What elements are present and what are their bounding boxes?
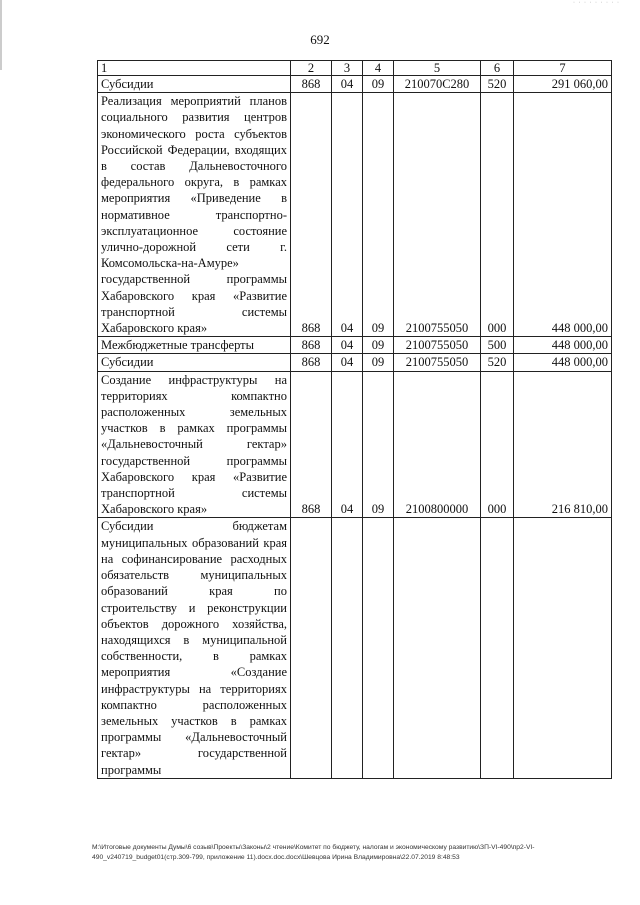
row-target-article: 2100755050 <box>394 354 481 371</box>
row-section: 04 <box>332 93 363 337</box>
page-number: 692 <box>310 32 330 47</box>
row-amount: 448 000,00 <box>514 93 612 337</box>
row-subsection <box>363 518 394 778</box>
row-ministry-code <box>291 518 332 778</box>
row-target-article: 210070С280 <box>394 76 481 93</box>
row-name: Реализация мероприятий планов социального развития центров экономического роста субъектов Российской Федерации, входящих в состав Дальневосточного федерального округа, в рамках мероприятия «Приведение в нормативное транспортно-эксплуатационное состояние улично-дорожной сети г. Комсомольска-на-Амуре» государственной программы Хабаровского края «Развитие транспортной системы Хабаровского края» <box>98 93 291 337</box>
row-name: Межбюджетные трансферты <box>98 337 291 354</box>
table-row <box>98 93 612 337</box>
row-subsection: 09 <box>363 76 394 93</box>
header-col-4: 4 <box>363 61 394 76</box>
row-section: 04 <box>332 337 363 354</box>
footer-line-2: 490_v240719_budget01(стр.309-799, приложение 11).docx.doc.docx\Шевцова Ирина Владимировна\22.07.2019 8:48:53 <box>92 854 460 861</box>
row-section <box>332 518 363 778</box>
table-header-row <box>98 61 612 76</box>
row-ministry-code: 868 <box>291 93 332 337</box>
row-expense-type: 000 <box>481 371 514 518</box>
row-name: Субсидии <box>98 76 291 93</box>
row-name: Субсидии <box>98 354 291 371</box>
row-ministry-code: 868 <box>291 354 332 371</box>
header-col-1: 1 <box>98 61 291 76</box>
row-ministry-code: 868 <box>291 76 332 93</box>
footer-line-1: M:\Итоговые документы Думы\6 созыв\Проекты\Законы\2 чтение\Комитет по бюджету, налогам и экономическому развитию\ЗП-VI-490\пр2-VI- <box>92 844 535 851</box>
row-section: 04 <box>332 354 363 371</box>
corner-mark: · · · · · · · · · <box>573 0 620 6</box>
table-row <box>98 371 612 518</box>
row-subsection: 09 <box>363 337 394 354</box>
header-col-5: 5 <box>394 61 481 76</box>
row-amount: 448 000,00 <box>514 354 612 371</box>
row-ministry-code: 868 <box>291 337 332 354</box>
row-target-article <box>394 518 481 778</box>
row-target-article: 2100755050 <box>394 337 481 354</box>
row-expense-type: 520 <box>481 76 514 93</box>
row-expense-type: 520 <box>481 354 514 371</box>
header-col-7: 7 <box>514 61 612 76</box>
row-name: Создание инфраструктуры на территориях компактно расположенных земельных участков в рамках программы «Дальневосточный гектар» государственной программы Хабаровского края «Развитие транспортной системы Хабаровского края» <box>98 371 291 518</box>
row-expense-type: 000 <box>481 93 514 337</box>
row-amount <box>514 518 612 778</box>
row-expense-type: 500 <box>481 337 514 354</box>
row-name: Субсидии бюджетам муниципальных образований края на софинансирование расходных обязательств муниципальных образований края по строительству и реконструкции объектов дорожного хозяйства, находящихся в муниципальной собственности, в рамках мероприятия «Создание инфраструктуры на территориях компактно расположенных земельных участков в рамках программы «Дальневосточный гектар» государственной программы <box>98 518 291 778</box>
row-target-article: 2100755050 <box>394 93 481 337</box>
table-row <box>98 518 612 778</box>
row-target-article: 2100800000 <box>394 371 481 518</box>
table-row <box>98 354 612 371</box>
header-col-2: 2 <box>291 61 332 76</box>
row-ministry-code: 868 <box>291 371 332 518</box>
row-section: 04 <box>332 76 363 93</box>
row-amount: 216 810,00 <box>514 371 612 518</box>
row-expense-type <box>481 518 514 778</box>
header-col-6: 6 <box>481 61 514 76</box>
table-row <box>98 76 612 93</box>
table-row <box>98 337 612 354</box>
row-amount: 448 000,00 <box>514 337 612 354</box>
row-subsection: 09 <box>363 93 394 337</box>
row-subsection: 09 <box>363 354 394 371</box>
header-col-3: 3 <box>332 61 363 76</box>
row-amount: 291 060,00 <box>514 76 612 93</box>
row-subsection: 09 <box>363 371 394 518</box>
row-section: 04 <box>332 371 363 518</box>
file-path-footer <box>92 843 617 863</box>
budget-table <box>97 60 612 779</box>
